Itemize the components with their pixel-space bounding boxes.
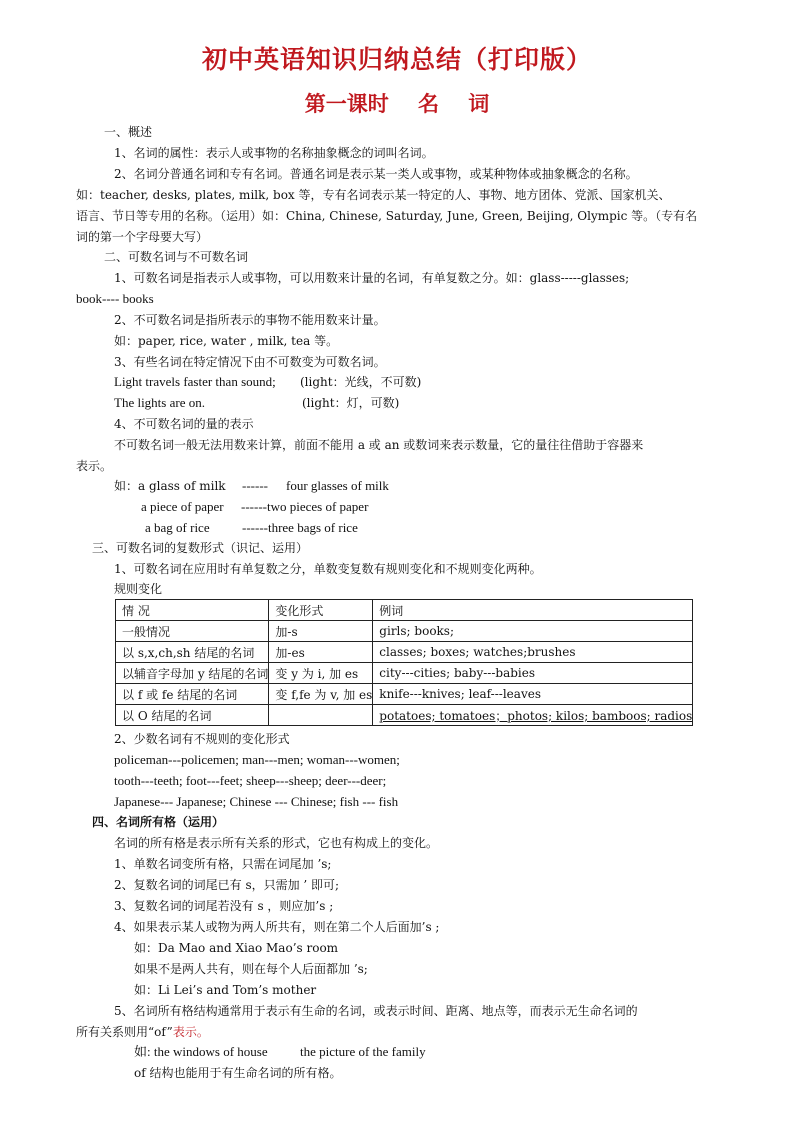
table-row bbox=[116, 621, 693, 642]
table-row bbox=[116, 705, 693, 726]
paragraph: 词的第一个字母要大写） bbox=[76, 230, 209, 244]
paragraph: 1、可数名词在应用时有单复数之分，单数变复数有规则变化和不规则变化两种。 bbox=[114, 562, 542, 576]
paragraph bbox=[76, 1024, 209, 1040]
paragraph: 语言、节日等专用的名称。（运用）如：China, Chinese, Saturday, June, Green, Beijing, Olympic 等。（专有名 bbox=[76, 209, 698, 223]
paragraph: 2、名词分普通名词和专有名词。普通名词是表示某一类人或事物，或某种物体或抽象概念的名称。 bbox=[114, 167, 638, 181]
example-line: 如: the windows of house bbox=[134, 1044, 268, 1059]
paragraph: 1、单数名词变所有格，只需在词尾加 ’s; bbox=[114, 857, 332, 871]
table-header-cell: 例词 bbox=[373, 600, 693, 621]
section-heading-countable: 二、可数名词与不可数名词 bbox=[104, 250, 249, 264]
table-cell: knife---knives; leaf---leaves bbox=[373, 684, 693, 705]
example-line: a piece of paper bbox=[141, 499, 224, 514]
page-title: 初中英语知识归纳总结（打印版） bbox=[201, 45, 592, 74]
example-line: Light travels faster than sound; bbox=[114, 374, 276, 389]
table-cell: 加-s bbox=[269, 621, 373, 642]
example-note: (light：灯，可数) bbox=[302, 396, 400, 410]
example-line: policeman---policemen; man---men; woman---women; bbox=[114, 752, 400, 767]
paragraph: book---- books bbox=[76, 291, 154, 306]
example-line: ------two pieces of paper bbox=[241, 499, 369, 514]
table-cell: 以 s,x,ch,sh 结尾的名词 bbox=[116, 642, 269, 663]
highlighted-text: 表示。 bbox=[172, 1025, 209, 1039]
example-line: 如：Li Lei’s and Tom’s mother bbox=[134, 983, 317, 997]
table-cell: 以 O 结尾的名词 bbox=[116, 705, 269, 726]
paragraph: 如：teacher, desks, plates, milk, box 等，专有名词表示某一特定的人、事物、地方团体、党派、国家机关、 bbox=[76, 188, 671, 202]
example-line: 如：Da Mao and Xiao Mao’s room bbox=[134, 941, 339, 955]
table-header-cell: 情 况 bbox=[116, 600, 269, 621]
table-cell: girls; books; bbox=[373, 621, 693, 642]
table-cell: classes; boxes; watches;brushes bbox=[373, 642, 693, 663]
table-cell bbox=[269, 705, 373, 726]
table-cell: city---cities; baby---babies bbox=[373, 663, 693, 684]
section-heading-plural: 三、可数名词的复数形式（识记、运用） bbox=[92, 541, 309, 555]
table-cell: 变 f,fe 为 v, 加 es bbox=[269, 684, 373, 705]
table-cell: 变 y 为 i, 加 es bbox=[269, 663, 373, 684]
example-line: ------three bags of rice bbox=[242, 520, 358, 535]
example-line: the picture of the family bbox=[300, 1044, 426, 1059]
paragraph: 2、不可数名词是指所表示的事物不能用数来计量。 bbox=[114, 313, 386, 327]
example-line: tooth---teeth; foot---feet; sheep---sheep; deer---deer; bbox=[114, 773, 387, 788]
example-line: Japanese--- Japanese; Chinese --- Chinese; fish --- fish bbox=[114, 794, 399, 809]
paragraph: 1、可数名词是指表示人或事物，可以用数来计量的名词，有单复数之分。如：glass-----glasses; bbox=[114, 271, 630, 285]
table-header-cell: 变化形式 bbox=[269, 600, 373, 621]
example-line: 如：paper, rice, water , milk, tea 等。 bbox=[114, 334, 339, 348]
subheading: 规则变化 bbox=[114, 582, 163, 596]
paragraph: of 结构也能用于有生命名词的所有格。 bbox=[134, 1066, 342, 1080]
table-cell: 以辅音字母加 y 结尾的名词 bbox=[116, 663, 269, 684]
paragraph: 4、不可数名词的量的表示 bbox=[114, 417, 254, 431]
lesson-subtitle: 第一课时 名 词 bbox=[304, 92, 490, 116]
paragraph: 3、复数名词的词尾若没有 s ，则应加’s ; bbox=[114, 899, 334, 913]
paragraph: 表示。 bbox=[76, 459, 113, 473]
example-line: The lights are on. bbox=[114, 395, 205, 410]
paragraph: 2、复数名词的词尾已有 s，只需加 ’ 即可; bbox=[114, 878, 340, 892]
paragraph: 不可数名词一般无法用数来计算，前面不能用 a 或 an 或数词来表示数量，它的量往往借助于容器来 bbox=[114, 438, 644, 452]
table-cell: potatoes; tomatoes；photos; kilos; bamboos; radios bbox=[373, 705, 693, 726]
paragraph: 1、名词的属性：表示人或事物的名称抽象概念的词叫名词。 bbox=[114, 146, 434, 160]
paragraph: 3、有些名词在特定情况下由不可数变为可数名词。 bbox=[114, 355, 386, 369]
table-row bbox=[116, 684, 693, 705]
paragraph: 4、如果表示某人或物为两人所共有，则在第二个人后面加’s ; bbox=[114, 920, 440, 934]
section-heading-possessive: 四、名词所有格（运用） bbox=[92, 815, 225, 829]
example-line: a bag of rice bbox=[145, 520, 210, 535]
plural-rules-table bbox=[115, 599, 693, 726]
paragraph: 2、少数名词有不规则的变化形式 bbox=[114, 732, 290, 746]
example-line: four glasses of milk bbox=[286, 478, 389, 493]
table-cell: 以 f 或 fe 结尾的名词 bbox=[116, 684, 269, 705]
paragraph-text: 所有关系则用“of” bbox=[76, 1025, 173, 1039]
table-cell: 加-es bbox=[269, 642, 373, 663]
example-line: 如：a glass of milk bbox=[114, 479, 226, 493]
example-note: (light：光线，不可数) bbox=[300, 375, 422, 389]
example-line: ------ bbox=[242, 478, 268, 493]
table-header-row bbox=[116, 600, 693, 621]
table-row bbox=[116, 663, 693, 684]
section-heading-overview: 一、概述 bbox=[104, 125, 153, 139]
table-row bbox=[116, 642, 693, 663]
table-cell: 一般情况 bbox=[116, 621, 269, 642]
paragraph: 名词的所有格是表示所有关系的形式，它也有构成上的变化。 bbox=[114, 836, 439, 850]
paragraph: 如果不是两人共有，则在每个人后面都加 ’s; bbox=[134, 962, 368, 976]
paragraph: 5、名词所有格结构通常用于表示有生命的名词，或表示时间、距离、地点等，而表示无生命名词的 bbox=[114, 1004, 638, 1018]
